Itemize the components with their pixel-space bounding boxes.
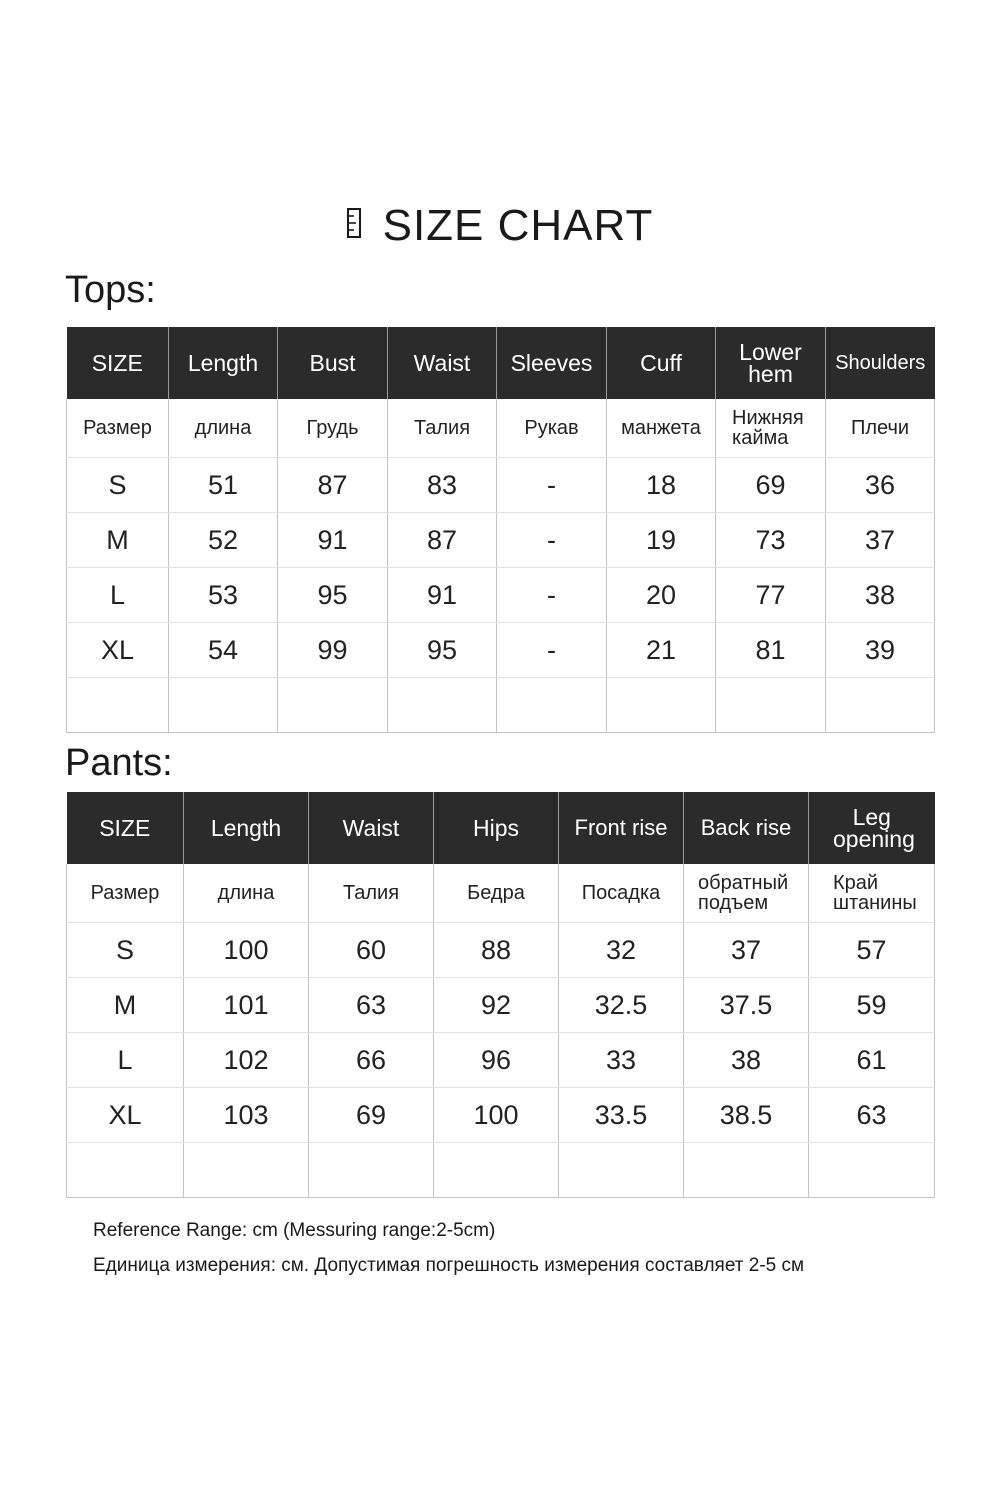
value-cell: 38.5 [684,1088,809,1143]
value-cell: - [497,458,607,513]
value-cell: 91 [278,513,388,568]
pants-header-cell: Length [184,792,309,864]
tops-header-cell: Sleeves [497,327,607,399]
tops-ru-header-cell: манжета [607,399,716,458]
tops-ru-header-cell: Рукав [497,399,607,458]
pants-ru-header-row [67,864,935,923]
value-cell: 37 [826,513,935,568]
empty-row [67,1143,935,1198]
value-cell: 36 [826,458,935,513]
value-cell: 18 [607,458,716,513]
size-cell: S [67,458,169,513]
value-cell: 87 [278,458,388,513]
value-cell: 19 [607,513,716,568]
value-cell: - [497,513,607,568]
pants-ru-header-cell: обратный подъем [684,864,809,923]
pants-header-cell: SIZE [67,792,184,864]
tops-ru-header-cell: Грудь [278,399,388,458]
pants-header-cell: Front rise [559,792,684,864]
value-cell: 61 [809,1033,935,1088]
value-cell: 91 [388,568,497,623]
value-cell: 38 [826,568,935,623]
pants-table [66,792,935,1198]
table-row [67,1033,935,1088]
tops-header-cell: Shoulders [826,327,935,399]
pants-ru-header-cell: Размер [67,864,184,923]
pants-header-cell: Waist [309,792,434,864]
value-cell: 87 [388,513,497,568]
value-cell: 77 [716,568,826,623]
table-row [67,513,935,568]
tops-header-cell: Waist [388,327,497,399]
value-cell: 103 [184,1088,309,1143]
pants-ru-header-cell: Посадка [559,864,684,923]
size-cell: L [67,1033,184,1088]
value-cell: 101 [184,978,309,1033]
reference-range-note-ru: Единица измерения: см. Допустимая погрешность измерения составляет 2-5 см [93,1255,805,1276]
tops-ru-header-cell: Талия [388,399,497,458]
empty-row [67,678,935,733]
size-cell: S [67,923,184,978]
value-cell: 100 [184,923,309,978]
size-cell: L [67,568,169,623]
value-cell: 57 [809,923,935,978]
pants-ru-header-cell: Край штанины [809,864,935,923]
tops-header-cell: Bust [278,327,388,399]
pants-header-cell: Hips [434,792,559,864]
reference-range-note: Reference Range: cm (Messuring range:2-5cm) [93,1220,496,1241]
value-cell: 63 [309,978,434,1033]
pants-header-cell: Leg opening [809,792,935,864]
value-cell: 33.5 [559,1088,684,1143]
tops-header-cell: Cuff [607,327,716,399]
size-cell: XL [67,623,169,678]
ruler-icon [347,196,361,252]
value-cell: 20 [607,568,716,623]
pants-header-cell: Back rise [684,792,809,864]
value-cell: 99 [278,623,388,678]
value-cell: - [497,568,607,623]
value-cell: 60 [309,923,434,978]
value-cell: 37 [684,923,809,978]
size-cell: XL [67,1088,184,1143]
value-cell: 73 [716,513,826,568]
size-cell: M [67,978,184,1033]
tops-header-row [67,327,935,399]
tops-heading: Tops: [65,269,156,311]
pants-header-row [67,792,935,864]
tops-header-cell: SIZE [67,327,169,399]
tops-table [66,327,935,733]
value-cell: 39 [826,623,935,678]
value-cell: 88 [434,923,559,978]
value-cell: 37.5 [684,978,809,1033]
tops-header-cell: Length [169,327,278,399]
tops-ru-header-row [67,399,935,458]
tops-ru-header-cell: Нижняя кайма [716,399,826,458]
value-cell: 66 [309,1033,434,1088]
value-cell: 63 [809,1088,935,1143]
value-cell: 83 [388,458,497,513]
value-cell: 96 [434,1033,559,1088]
value-cell: 52 [169,513,278,568]
page-title-text: SIZE CHART [382,201,654,250]
pants-heading: Pants: [65,742,173,784]
value-cell: 53 [169,568,278,623]
tops-ru-header-cell: Плечи [826,399,935,458]
table-row [67,458,935,513]
value-cell: - [497,623,607,678]
table-row [67,978,935,1033]
tops-ru-header-cell: длина [169,399,278,458]
pants-ru-header-cell: Талия [309,864,434,923]
value-cell: 69 [309,1088,434,1143]
table-row [67,923,935,978]
pants-ru-header-cell: Бедра [434,864,559,923]
pants-ru-header-cell: длина [184,864,309,923]
value-cell: 69 [716,458,826,513]
tops-header-cell: Lower hem [716,327,826,399]
table-row [67,1088,935,1143]
value-cell: 32.5 [559,978,684,1033]
value-cell: 102 [184,1033,309,1088]
value-cell: 92 [434,978,559,1033]
table-row [67,623,935,678]
value-cell: 100 [434,1088,559,1143]
value-cell: 81 [716,623,826,678]
value-cell: 95 [388,623,497,678]
value-cell: 59 [809,978,935,1033]
tops-ru-header-cell: Размер [67,399,169,458]
page-title [0,198,1000,254]
value-cell: 95 [278,568,388,623]
value-cell: 33 [559,1033,684,1088]
value-cell: 21 [607,623,716,678]
size-cell: M [67,513,169,568]
value-cell: 51 [169,458,278,513]
value-cell: 54 [169,623,278,678]
value-cell: 32 [559,923,684,978]
value-cell: 38 [684,1033,809,1088]
table-row [67,568,935,623]
